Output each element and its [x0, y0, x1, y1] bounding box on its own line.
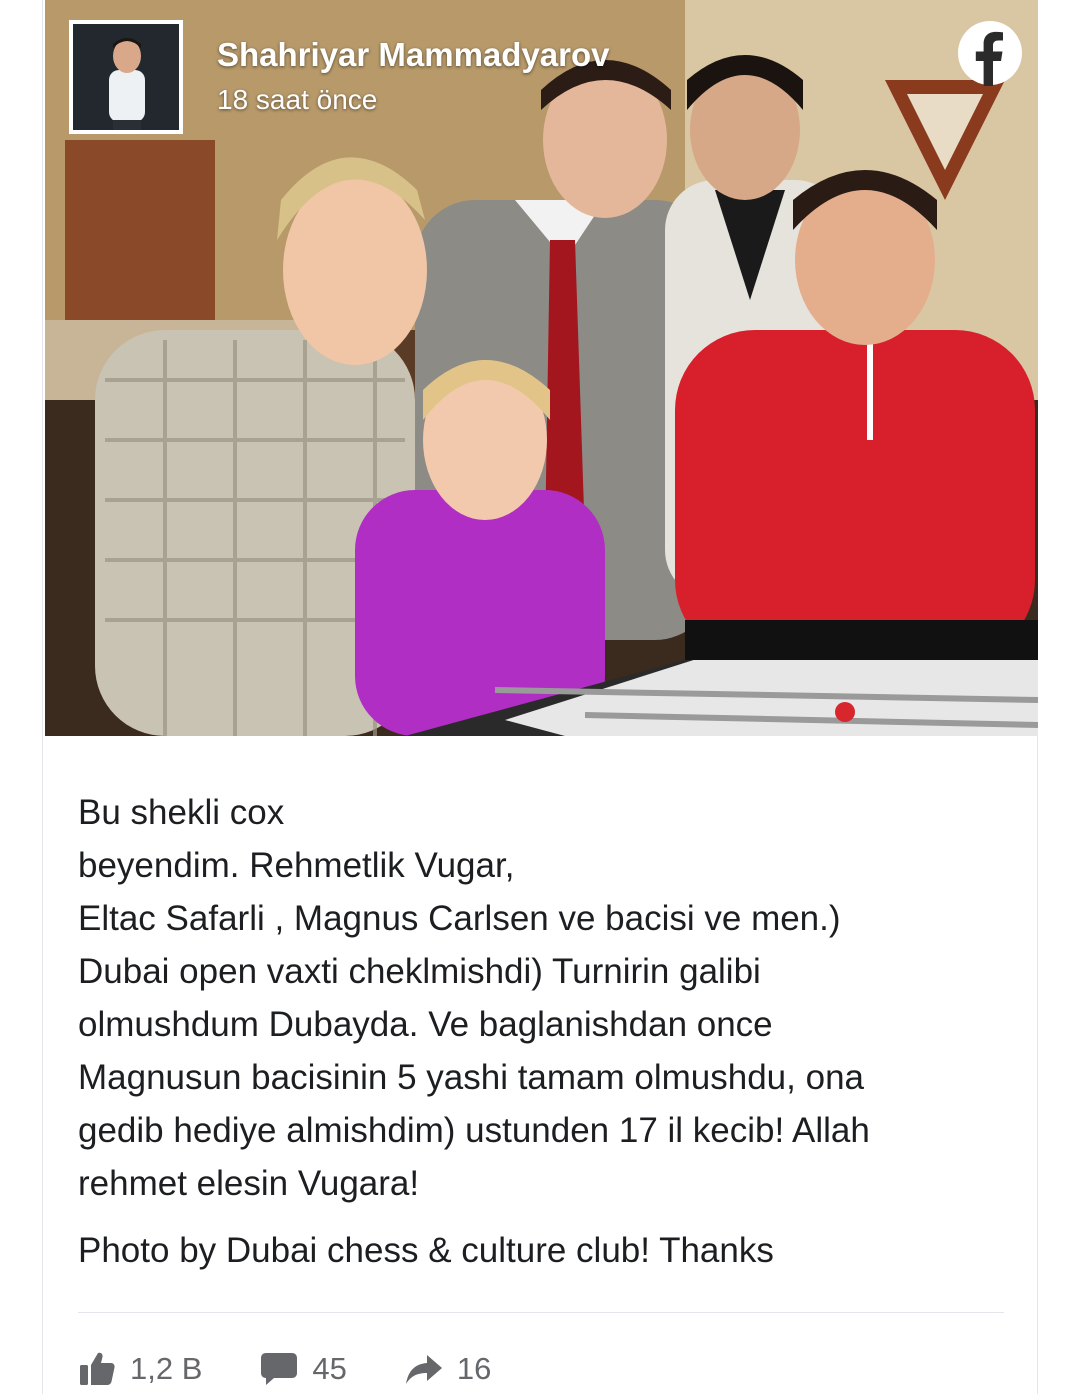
post-text-line: Magnusun bacisinin 5 yashi tamam olmushdu, ona — [78, 1058, 864, 1097]
share-arrow-icon — [405, 1351, 443, 1387]
post-text-line: Bu shekli cox — [78, 793, 285, 832]
photo-credit-text: Photo by Dubai chess & culture club! Thanks — [78, 1231, 774, 1270]
like-count-button[interactable] — [78, 1351, 202, 1387]
post-text-line: olmushdum Dubayda. Ve baglanishdan once — [78, 1005, 773, 1044]
share-count-button[interactable] — [405, 1351, 491, 1387]
author-name[interactable]: Shahriyar Mammadyarov — [217, 36, 610, 73]
comment-bubble-icon — [260, 1351, 298, 1387]
comment-count: 45 — [312, 1351, 347, 1386]
photo-credit — [78, 1224, 978, 1277]
post-timestamp[interactable]: 18 saat önce — [217, 84, 378, 115]
share-count: 16 — [456, 1351, 492, 1386]
thumbs-up-icon — [78, 1351, 116, 1387]
post-header — [69, 20, 1009, 140]
post-message — [78, 786, 978, 1210]
post-text-line: rehmet elesin Vugara! — [78, 1164, 420, 1203]
post-card — [42, 0, 1038, 1394]
engagement-bar — [78, 1344, 549, 1394]
author-avatar[interactable] — [69, 20, 183, 134]
post-text-line: Eltac Safarli , Magnus Carlsen ve bacisi ve men.) — [78, 899, 841, 938]
facebook-icon[interactable] — [957, 20, 1023, 86]
post-text — [78, 786, 978, 1277]
post-photo[interactable] — [45, 0, 1038, 736]
comment-count-button[interactable] — [260, 1351, 346, 1387]
post-text-line: beyendim. Rehmetlik Vugar, — [78, 846, 515, 885]
divider — [78, 1312, 1004, 1313]
post-text-line: Dubai open vaxti cheklmishdi) Turnirin galibi — [78, 952, 761, 991]
post-text-line: gedib hediye almishdim) ustunden 17 il kecib! Allah — [78, 1111, 870, 1150]
like-count: 1,2 B — [130, 1351, 203, 1386]
